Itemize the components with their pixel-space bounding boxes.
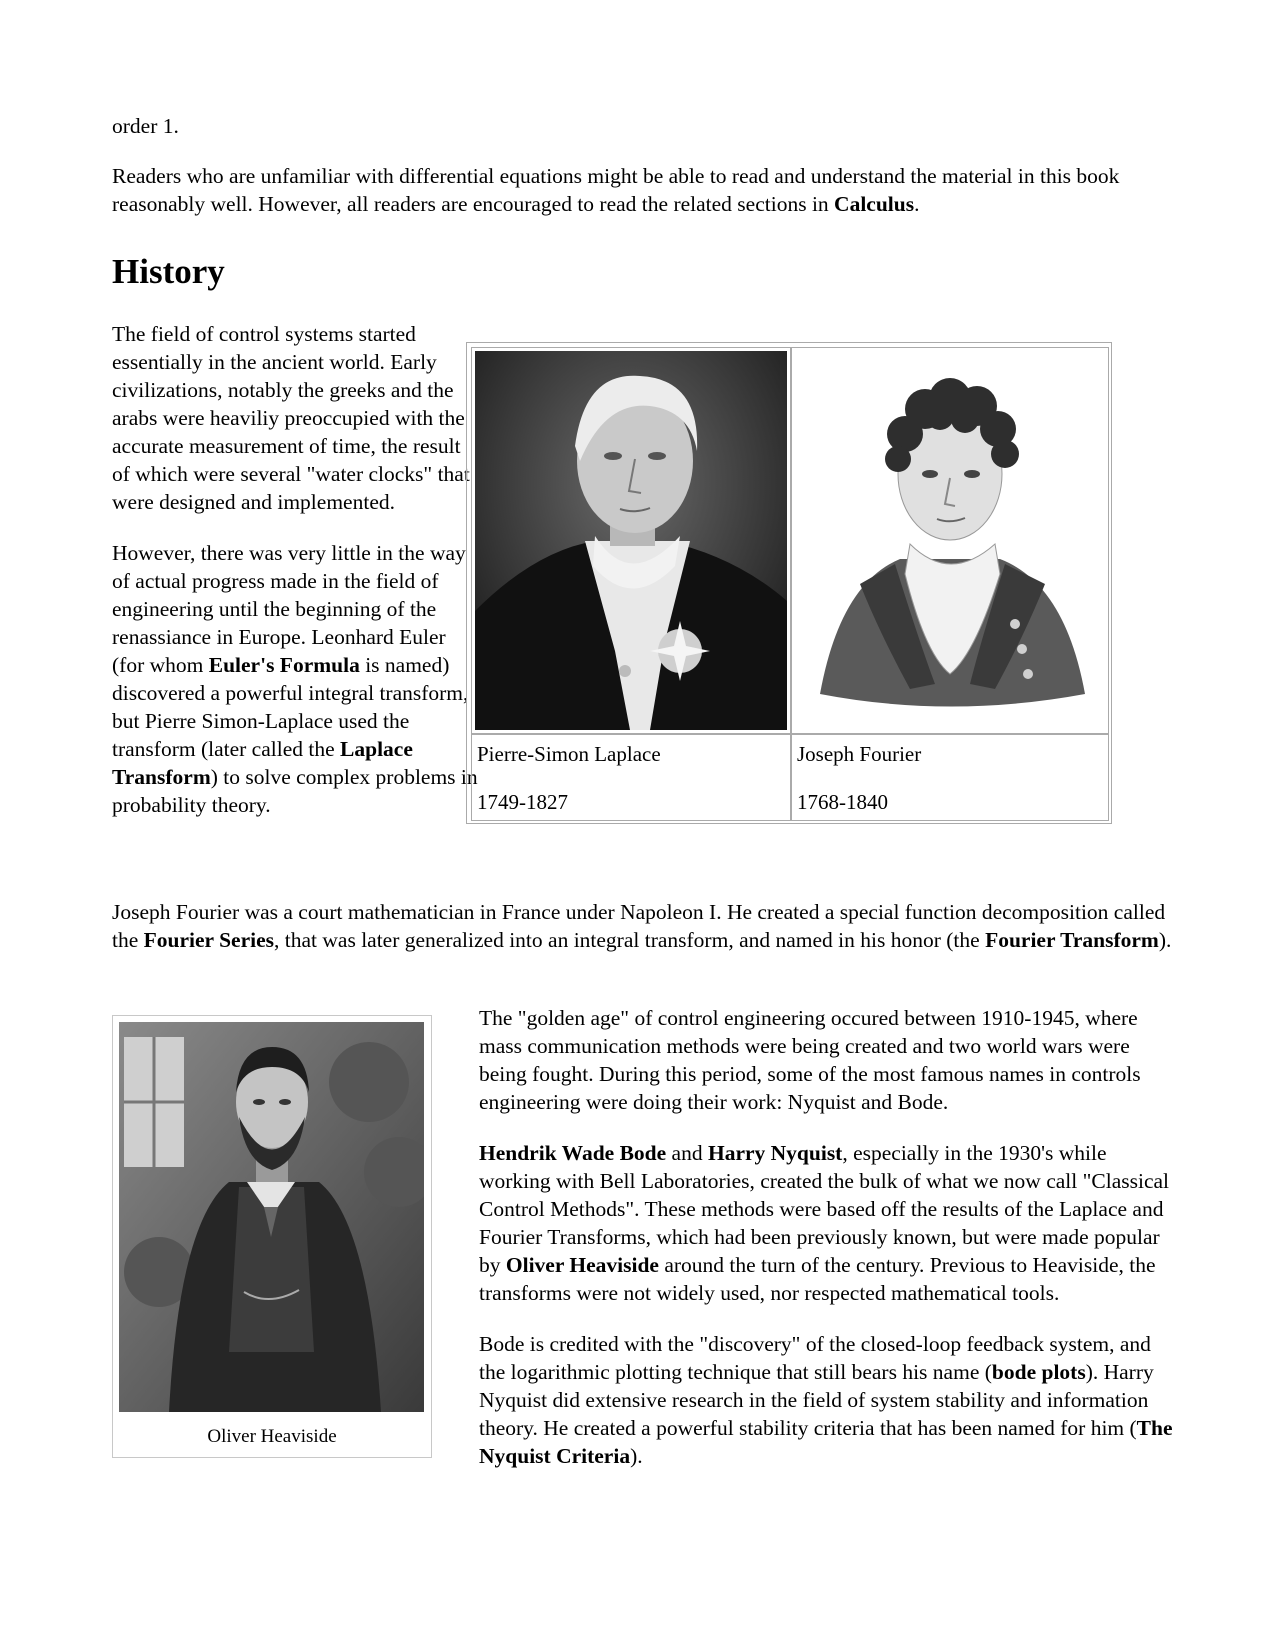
laplace-name: Pierre-Simon Laplace [477,742,661,766]
eulers-formula-link[interactable]: Euler's Formula [208,653,360,677]
right-column [479,1004,1179,1470]
fourier-name: Joseph Fourier [797,742,922,766]
portrait-table [466,342,1112,824]
intro-paragraph: Readers who are unfamiliar with differential equations might be able to read and understand the material in this book reasonably well. However, all readers are encouraged to read the related sections in Calculus. [112,164,1120,216]
bode-nyquist-paragraph: Hendrik Wade Bode and Harry Nyquist, especially in the 1930's while working with Bell Laboratories, created the bulk of what we now call "Classical Control Methods". These methods were based off the results of the Laplace and Fourier Transforms, which had been previously known, but were made popular by Oliver Heaviside around the turn of the century. Previous to Heaviside, the transforms were not widely used, nor respected mathematical tools. [479,1141,1170,1305]
laplace-label-cell [471,734,791,821]
fourier-label-cell [791,734,1109,821]
calculus-link[interactable]: Calculus [834,192,915,216]
bode-link[interactable]: Hendrik Wade Bode [479,1141,667,1165]
laplace-transform-link[interactable]: Laplace Transform [112,737,413,789]
golden-age-paragraph: The "golden age" of control engineering occured between 1910-1945, where mass communication methods were being created and two world wars were being fought. During this period, some of the most famous names in controls engineering were doing their work: Nyquist and Bode. [479,1006,1141,1114]
history-heading: History [112,252,225,291]
laplace-portrait-image [475,351,787,730]
heaviside-portrait-image [119,1022,424,1412]
fourier-paragraph: Joseph Fourier was a court mathematician in France under Napoleon I. He created a special function decomposition called the Fourier Series, that was later generalized into an integral transform, and named in his honor (the Fourier Transform). [112,900,1172,952]
bode-plots-link[interactable]: bode plots [991,1360,1086,1384]
laplace-years: 1749-1827 [477,790,568,814]
heaviside-figure [112,1015,432,1458]
nyquist-link[interactable]: Harry Nyquist [707,1141,843,1165]
fourier-transform-link[interactable]: Fourier Transform [985,928,1159,952]
nyquist-criteria-link[interactable]: The Nyquist Criteria [479,1416,1173,1468]
fourier-image-cell [791,347,1109,734]
laplace-image-cell [471,347,791,734]
bode-credit-paragraph: Bode is credited with the "discovery" of the closed-loop feedback system, and the logarithmic plotting technique that still bears his name (bode plots). Harry Nyquist did extensive research in the field of system stability and information theory. He created a powerful stability criteria that has been named for him (The Nyquist Criteria). [479,1332,1173,1468]
fourier-series-link[interactable]: Fourier Series [143,928,275,952]
fourier-years: 1768-1840 [797,790,888,814]
history-paragraph-1: The field of control systems started essentially in the ancient world. Early civilizations, notably the greeks and the arabs were heaviliy preoccupied with the accurate measurement of time, the result of which were several "water clocks" that were designed and implemented. [112,322,470,514]
history-column [112,320,482,819]
fourier-portrait-image [800,354,1100,729]
heaviside-caption: Oliver Heaviside [207,1426,337,1447]
heaviside-link[interactable]: Oliver Heaviside [505,1253,659,1277]
history-paragraph-2: However, there was very little in the way of actual progress made in the field of engineering until the beginning of the renassiance in Europe. Leonhard Euler (for whom Euler's Formula is named) discovered a powerful integral transform, but Pierre Simon-Laplace used the transform (later called the Laplace Transform) to solve complex problems in probability theory. [112,541,478,817]
page-fragment-text: order 1. [112,114,179,138]
